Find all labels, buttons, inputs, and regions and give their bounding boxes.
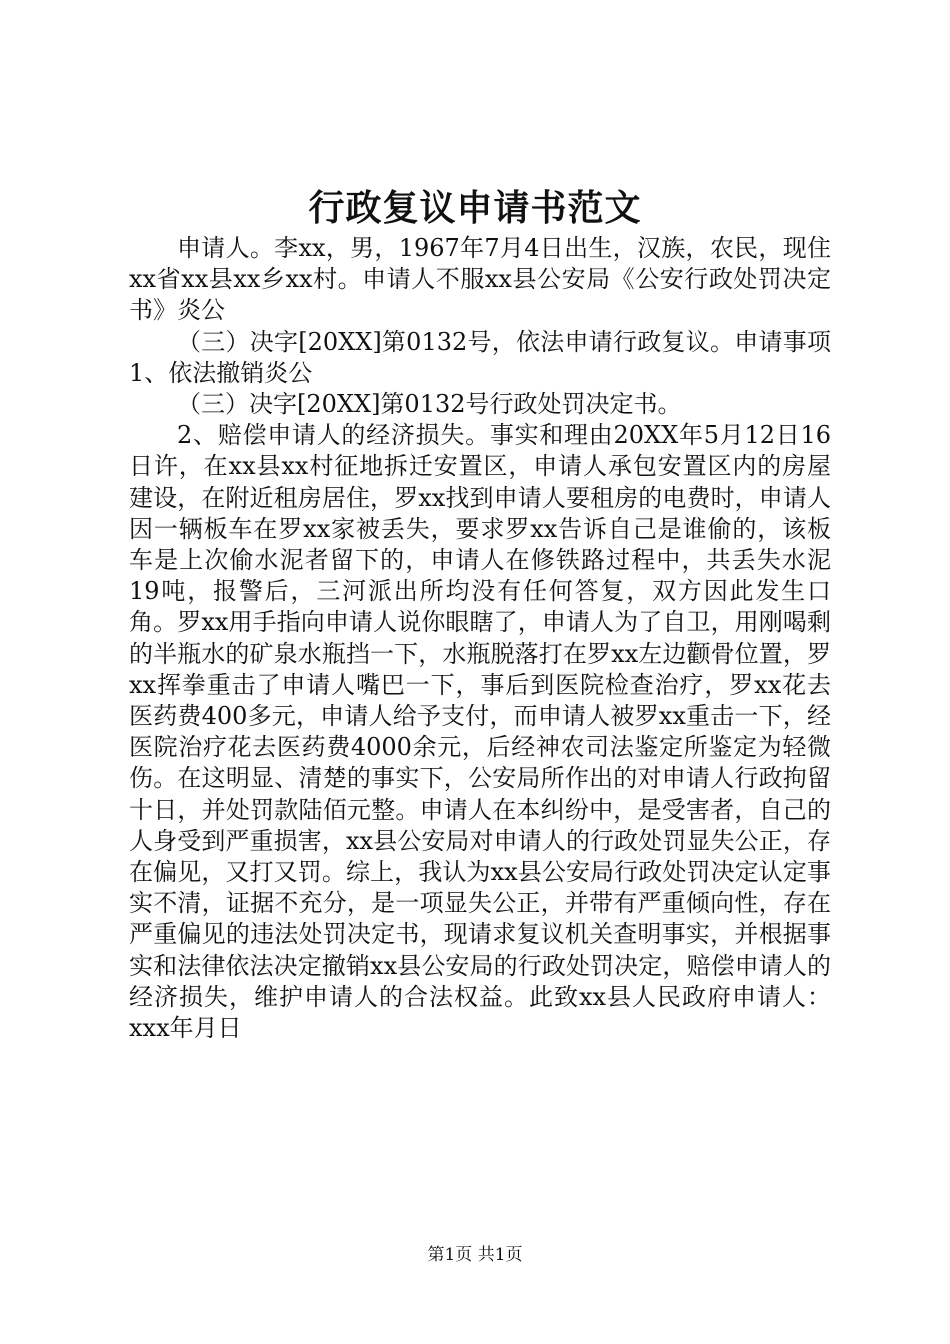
paragraph-request-item: （三）决字[20XX]第0132号，依法申请行政复议。申请事项1、依法撤销炎公: [129, 327, 831, 387]
document-body: [129, 233, 831, 1044]
paragraph-facts-and-reasons: 2、赔偿申请人的经济损失。事实和理由20XX年5月12日16日许，在xx县xx村征地拆迁安置区，申请人承包安置区内的房屋建设，在附近租房居住，罗xx找到申请人要租房的电费时，申请人因一辆板车在罗xx家被丢失，要求罗xx告诉自己是谁偷的，该板车是上次偷水泥者留下的，申请人在修铁路过程中，共丢失水泥19吨，报警后，三河派出所均没有任何答复，双方因此发生口角。罗xx用手指向申请人说你眼瞎了，申请人为了自卫，用刚喝剩的半瓶水的矿泉水瓶挡一下，水瓶脱落打在罗xx左边颧骨位置，罗xx挥拳重击了申请人嘴巴一下，事后到医院检查治疗，罗xx花去医药费400多元，申请人给予支付，而申请人被罗xx重击一下，经医院治疗花去医药费4000余元，后经神农司法鉴定所鉴定为轻微伤。在这明显、清楚的事实下，公安局所作出的对申请人行政拘留十日，并处罚款陆佰元整。申请人在本纠纷中，是受害者，自己的人身受到严重损害，xx县公安局对申请人的行政处罚显失公正，存在偏见，又打又罚。综上，我认为xx县公安局行政处罚决定认定事实不清，证据不充分，是一项显失公正，并带有严重倾向性，存在严重偏见的违法处罚决定书，现请求复议机关查明事实，并根据事实和法律依法决定撤销xx县公安局的行政处罚决定，赔偿申请人的经济损失，维护申请人的合法权益。此致xx县人民政府申请人：xxx年月日: [129, 421, 831, 1043]
paragraph-applicant: 申请人。李xx，男，1967年7月4日出生，汉族，农民，现住xx省xx县xx乡xx村。申请人不服xx县公安局《公安行政处罚决定书》炎公: [129, 234, 831, 325]
page-number-footer: 第1页 共1页: [427, 1245, 523, 1265]
paragraph-decision-ref: （三）决字[20XX]第0132号行政处罚决定书。: [177, 390, 682, 419]
document-title: 行政复议申请书范文: [308, 187, 642, 229]
